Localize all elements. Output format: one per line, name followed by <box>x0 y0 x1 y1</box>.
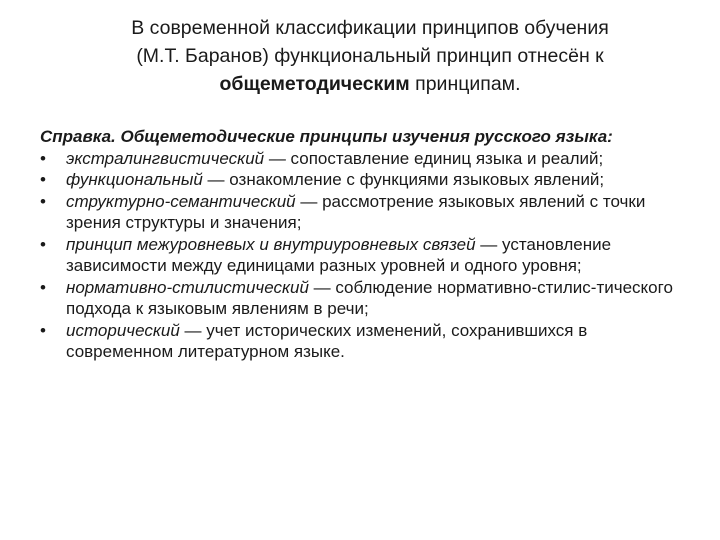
title-line-3 <box>70 70 670 98</box>
list-item <box>40 191 690 234</box>
principle-term: нормативно-стилистический <box>66 277 309 297</box>
slide-content <box>40 126 690 363</box>
bullet-icon: • <box>40 277 46 297</box>
principle-description: — соблюдение нормативно-стилис-тического подхода к языковым явлениям в речи; <box>66 277 673 318</box>
principles-list <box>40 148 690 363</box>
principle-description: — сопоставление единиц языка и реалий; <box>264 148 604 168</box>
principle-term: функциональный <box>66 170 203 189</box>
principle-term: экстралингвистический <box>66 148 265 168</box>
slide-title <box>70 14 670 98</box>
bullet-icon: • <box>40 170 46 189</box>
principle-term: структурно-семантический <box>66 191 296 211</box>
bullet-icon: • <box>40 191 46 211</box>
principle-description: — рассмотрение языковых явлений с точки зрения структуры и значения; <box>66 191 646 232</box>
bullet-icon: • <box>40 234 46 254</box>
list-item <box>40 320 690 363</box>
title-line-1: В современной классификации принципов обучения <box>131 17 609 39</box>
title-bold-word: общеметодическим <box>219 73 410 95</box>
list-item <box>40 277 690 320</box>
list-item <box>40 148 690 170</box>
bullet-icon: • <box>40 320 46 340</box>
principle-description: — ознакомление с функциями языковых явлений; <box>202 170 605 189</box>
title-line-3-rest: принципам. <box>409 73 521 95</box>
reference-heading: Справка. Общеметодические принципы изучения русского языка: <box>40 127 613 146</box>
principle-description: — учет исторических изменений, сохранившихся в современном литературном языке. <box>66 320 588 361</box>
bullet-icon: • <box>40 148 46 168</box>
list-item <box>40 234 690 277</box>
principle-term: исторический <box>66 320 180 340</box>
principle-term: принцип межуровневых и внутриуровневых связей <box>66 234 476 254</box>
principle-description: — установление зависимости между единицами разных уровней и одного уровня; <box>66 234 612 275</box>
title-line-2: (М.Т. Баранов) функциональный принцип отнесён к <box>136 45 604 67</box>
list-item <box>40 169 690 191</box>
